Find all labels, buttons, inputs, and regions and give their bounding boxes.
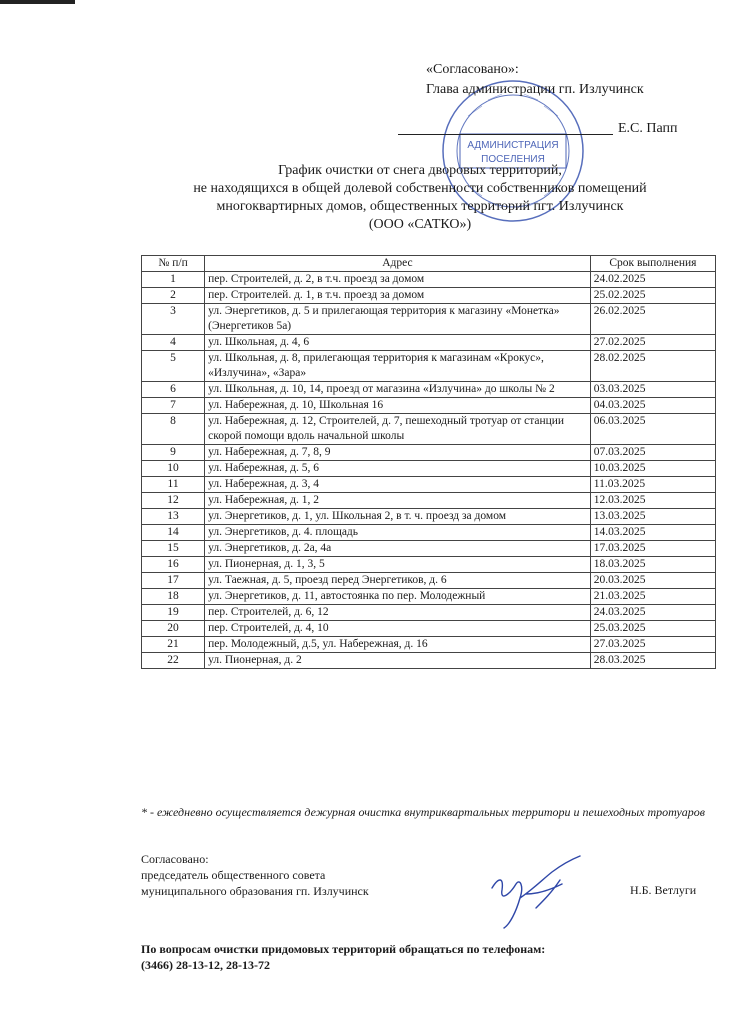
table-row [142,509,716,525]
row-address: пер. Строителей. д. 1, в т.ч. проезд за домом [205,288,591,304]
table-row [142,605,716,621]
row-number: 5 [142,351,205,382]
table-row [142,557,716,573]
row-address: ул. Таежная, д. 5, проезд перед Энергетиков, д. 6 [205,573,591,589]
row-number: 7 [142,398,205,414]
row-number: 12 [142,493,205,509]
row-number: 22 [142,653,205,669]
table-row [142,272,716,288]
row-address: пер. Молодежный, д.5, ул. Набережная, д. 16 [205,637,591,653]
contact-text: По вопросам очистки придомовых территорий обращаться по телефонам: [141,942,546,956]
row-address: пер. Строителей, д. 6, 12 [205,605,591,621]
row-deadline: 13.03.2025 [590,509,715,525]
row-deadline: 04.03.2025 [590,398,715,414]
agreed-block [141,851,369,899]
table-row [142,335,716,351]
row-deadline: 25.02.2025 [590,288,715,304]
row-deadline: 12.03.2025 [590,493,715,509]
row-number: 18 [142,589,205,605]
row-deadline: 28.02.2025 [590,351,715,382]
row-deadline: 14.03.2025 [590,525,715,541]
row-address: ул. Набережная, д. 10, Школьная 16 [205,398,591,414]
signature-line [398,134,613,135]
row-address: ул. Пионерная, д. 1, 3, 5 [205,557,591,573]
table-row [142,351,716,382]
table-row [142,414,716,445]
row-address: ул. Энергетиков, д. 1, ул. Школьная 2, в т. ч. проезд за домом [205,509,591,525]
row-address: ул. Школьная, д. 8, прилегающая территория к магазинам «Крокус», «Излучина», «Зара» [205,351,591,382]
table-row [142,637,716,653]
table-row [142,653,716,669]
row-deadline: 17.03.2025 [590,541,715,557]
title-line-4: (ООО «САТКО») [368,217,472,232]
title-line-2: не находящихся в общей долевой собственности собственников помещений [193,181,647,196]
table-row [142,304,716,335]
table-header-row [142,256,716,272]
table-body [142,272,716,669]
table-row [142,477,716,493]
row-deadline: 21.03.2025 [590,589,715,605]
row-number: 11 [142,477,205,493]
row-address: ул. Набережная, д. 3, 4 [205,477,591,493]
row-deadline: 07.03.2025 [590,445,715,461]
row-number: 4 [142,335,205,351]
svg-text:АДМИНИСТРАЦИЯ: АДМИНИСТРАЦИЯ [467,140,559,151]
row-address: ул. Энергетиков, д. 11, автостоянка по пер. Молодежный [205,589,591,605]
title-line-3: многоквартирных домов, общественных территорий пгт. Излучинск [216,199,624,214]
row-number: 17 [142,573,205,589]
table-row [142,493,716,509]
agreed-signer: Н.Б. Ветлуги [630,883,697,897]
row-deadline: 06.03.2025 [590,414,715,445]
row-address: ул. Набережная, д. 7, 8, 9 [205,445,591,461]
row-address: ул. Энергетиков, д. 5 и прилегающая территория к магазину «Монетка» (Энергетиков 5а) [205,304,591,335]
table-row [142,541,716,557]
row-deadline: 11.03.2025 [590,477,715,493]
row-address: ул. Школьная, д. 10, 14, проезд от магазина «Излучина» до школы № 2 [205,382,591,398]
row-number: 8 [142,414,205,445]
agreed-label: Согласовано: [141,852,209,866]
row-address: пер. Строителей, д. 2, в т.ч. проезд за домом [205,272,591,288]
row-number: 2 [142,288,205,304]
approval-label: «Согласовано»: [426,62,519,77]
row-address: ул. Пионерная, д. 2 [205,653,591,669]
row-address: ул. Набережная, д. 12, Строителей, д. 7, пешеходный тротуар от станции скорой помощи вдоль начальной школы [205,414,591,445]
table-row [142,445,716,461]
row-deadline: 25.03.2025 [590,621,715,637]
row-number: 21 [142,637,205,653]
header-deadline: Срок выполнения [590,256,715,272]
row-address: пер. Строителей, д. 4, 10 [205,621,591,637]
approval-position: Глава администрации гп. Излучинск [426,82,644,97]
table-row [142,461,716,477]
row-deadline: 03.03.2025 [590,382,715,398]
row-address: ул. Энергетиков, д. 2а, 4а [205,541,591,557]
row-number: 20 [142,621,205,637]
agreed-position-2: муниципального образования гп. Излучинск [141,884,369,898]
row-address: ул. Энергетиков, д. 4. площадь [205,525,591,541]
row-deadline: 27.02.2025 [590,335,715,351]
row-deadline: 10.03.2025 [590,461,715,477]
row-number: 9 [142,445,205,461]
row-number: 14 [142,525,205,541]
svg-text:ПОСЕЛЕНИЯ: ПОСЕЛЕНИЯ [481,154,545,165]
row-address: ул. Набережная, д. 5, 6 [205,461,591,477]
contact-block [141,941,545,973]
row-deadline: 28.03.2025 [590,653,715,669]
table-row [142,288,716,304]
table-row [142,589,716,605]
row-deadline: 20.03.2025 [590,573,715,589]
row-deadline: 24.03.2025 [590,605,715,621]
approval-block [426,60,678,136]
cleaning-schedule-table [141,255,716,669]
row-number: 6 [142,382,205,398]
row-address: ул. Школьная, д. 4, 6 [205,335,591,351]
row-number: 16 [142,557,205,573]
row-deadline: 24.02.2025 [590,272,715,288]
header-number: № п/п [142,256,205,272]
row-number: 1 [142,272,205,288]
row-number: 19 [142,605,205,621]
row-number: 13 [142,509,205,525]
table-row [142,525,716,541]
row-number: 15 [142,541,205,557]
top-edge-mark [0,0,75,4]
document-title [0,162,734,234]
approval-signer: Е.С. Папп [618,121,678,136]
row-address: ул. Набережная, д. 1, 2 [205,493,591,509]
signature-icon [480,850,590,930]
contact-phones: (3466) 28-13-12, 28-13-72 [141,958,270,972]
table-row [142,621,716,637]
header-address: Адрес [205,256,591,272]
agreed-position-1: председатель общественного совета [141,868,326,882]
table-row [142,398,716,414]
row-number: 3 [142,304,205,335]
row-number: 10 [142,461,205,477]
table-row [142,382,716,398]
row-deadline: 26.02.2025 [590,304,715,335]
title-line-1: График очистки от снега дворовых территорий, [278,163,562,178]
row-deadline: 18.03.2025 [590,557,715,573]
row-deadline: 27.03.2025 [590,637,715,653]
table-row [142,573,716,589]
footnote: * - ежедневно осуществляется дежурная очистка внутриквартальных территори и пешеходных тротуаров [141,805,706,819]
